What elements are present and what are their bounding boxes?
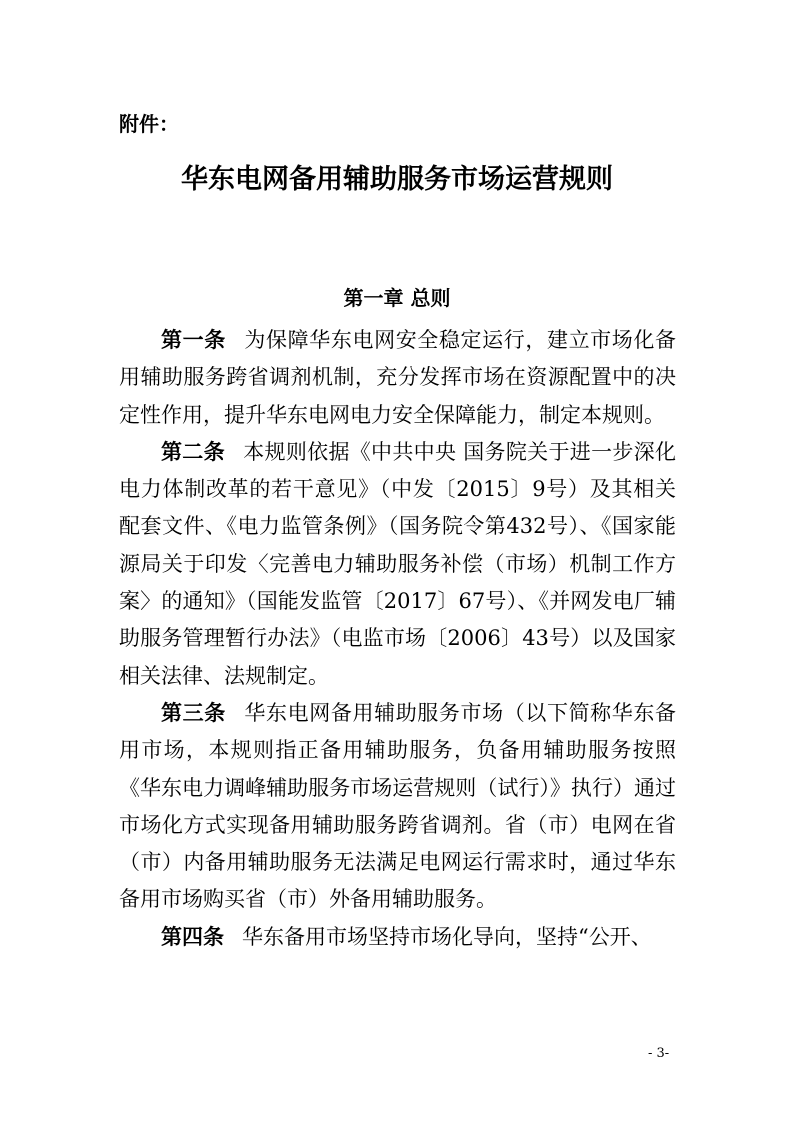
page-number: - 3- [648,1046,670,1061]
document-body [119,322,676,956]
article-text: 为保障华东电网安全稳定运行，建立市场化备用辅助服务跨省调剂机制，充分发挥市场在资源配置中的决定性作用，提升华东电网电力安全保障能力，制定本规则。 [119,328,677,427]
article-2 [119,434,676,695]
article-3 [119,695,676,919]
article-label: 第一条 [161,328,226,352]
article-label: 第四条 [161,924,224,949]
article-text: 华东电网备用辅助服务市场（以下简称华东备用市场，本规则指正备用辅助服务，负备用辅助服务按照《华东电力调峰辅助服务市场运营规则（试行）》执行）通过市场化方式实现备用辅助服务跨省调剂。省（市）电网在省（市）内备用辅助服务无法满足电网运行需求时，通过华东备用市场购买省（市）外备用辅助服务。 [119,700,677,912]
article-label: 第三条 [161,700,226,725]
article-label: 第二条 [161,439,225,464]
document-title: 华东电网备用辅助服务市场运营规则 [181,164,613,195]
article-1 [119,322,676,434]
article-text: 本规则依据《中共中央 国务院关于进一步深化电力体制改革的若干意见》（中发〔2015〕9号）及其相关配套文件、《电力监管条例》（国务院令第432号）、《国家能源局关于印发〈完善电力辅助服务补偿（市场）机制工作方案〉的通知》（国能发监管〔2017〕67号）、《并网发电厂辅助服务管理暂行办法》（电监市场〔2006〕43号）以及国家相关法律、法规制定。 [119,439,676,688]
chapter-heading: 第一章 总则 [343,286,451,310]
article-4 [119,919,676,956]
article-text: 华东备用市场坚持市场化导向，坚持“公开、 [242,924,652,949]
annex-label: 附件： [119,112,179,136]
